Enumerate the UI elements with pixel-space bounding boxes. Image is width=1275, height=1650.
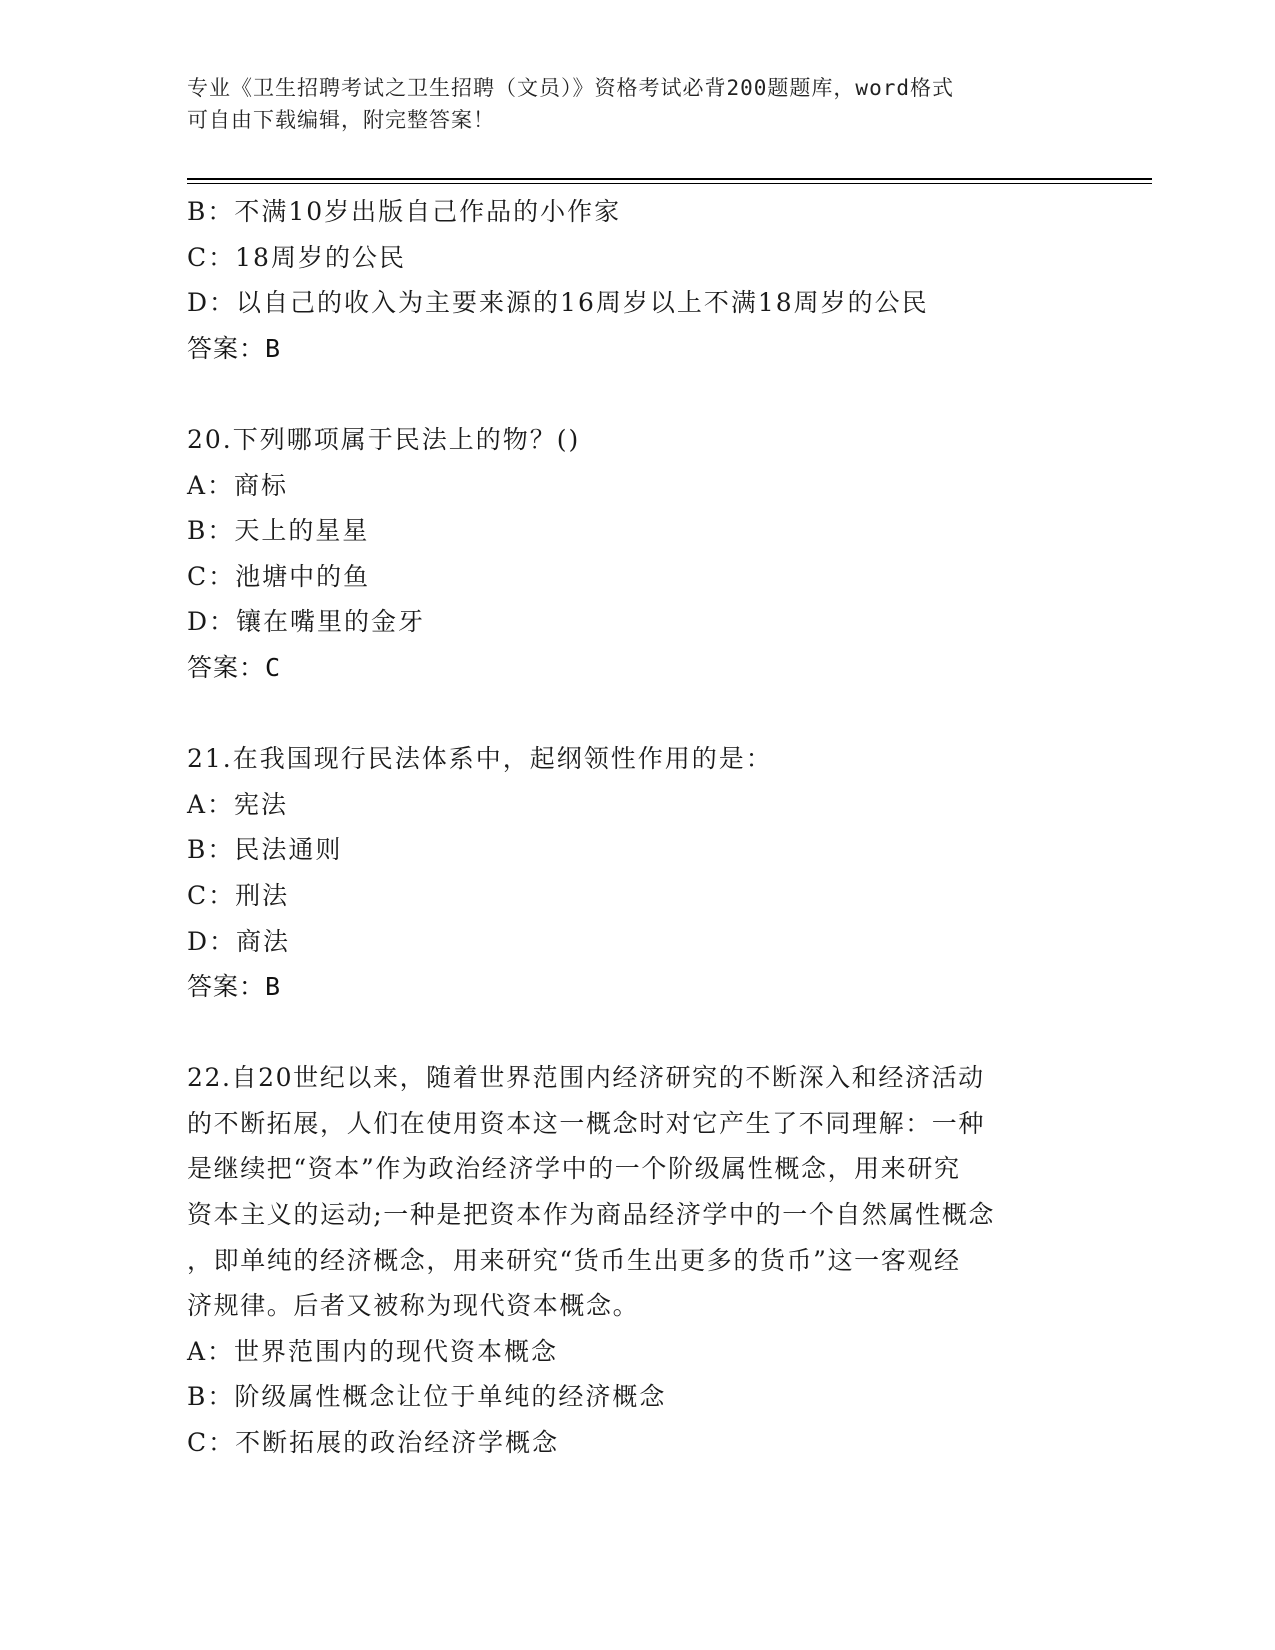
question-text: 21.在我国现行民法体系中，起纲领性作用的是： xyxy=(187,744,773,774)
option-b: B：不满10岁出版自己作品的小作家 xyxy=(187,197,622,226)
question-text: 20.下列哪项属于民法上的物？() xyxy=(187,424,581,454)
option-d: D：以自己的收入为主要来源的16周岁以上不满18周岁的公民 xyxy=(187,288,929,318)
question-list xyxy=(187,189,1087,1466)
spacer xyxy=(187,1010,1087,1056)
option-a: A：世界范围内的现代资本概念 xyxy=(187,1336,559,1366)
spacer xyxy=(187,371,1087,417)
option-c: C：池塘中的鱼 xyxy=(187,561,371,591)
question-19-tail xyxy=(187,189,1087,371)
option-b: B：阶级属性概念让位于单纯的经济概念 xyxy=(187,1382,667,1412)
option-a: A：商标 xyxy=(187,470,289,500)
document-header xyxy=(187,72,1067,136)
question-21 xyxy=(187,736,1087,1010)
question-text-line: 资本主义的运动;一种是把资本作为商品经济学中的一个自然属性概念 xyxy=(187,1200,996,1230)
answer-line: 答案：B xyxy=(187,972,282,1002)
question-text-line: 是继续把“资本”作为政治经济学中的一个阶级属性概念，用来研究 xyxy=(187,1154,961,1184)
question-22 xyxy=(187,1055,1087,1465)
header-divider-thin xyxy=(187,183,1152,184)
header-line-2: 可自由下载编辑，附完整答案！ xyxy=(187,108,495,132)
spacer xyxy=(187,691,1087,737)
header-line-1: 专业《卫生招聘考试之卫生招聘（文员）》资格考试必背200题题库，word格式 xyxy=(187,76,954,100)
option-b: B：天上的星星 xyxy=(187,516,370,546)
answer-line: 答案：C xyxy=(187,652,282,682)
question-text-line: ，即单纯的经济概念，用来研究“货币生出更多的货币”这一客观经 xyxy=(187,1245,961,1275)
question-text-line: 的不断拓展，人们在使用资本这一概念时对它产生了不同理解：一种 xyxy=(187,1108,986,1138)
question-text-line: 济规律。后者又被称为现代资本概念。 xyxy=(187,1291,640,1321)
question-20 xyxy=(187,417,1087,691)
option-c: C：刑法 xyxy=(187,880,290,910)
option-c: C：不断拓展的政治经济学概念 xyxy=(187,1428,560,1458)
option-a: A：宪法 xyxy=(187,789,289,819)
header-divider-thick xyxy=(187,178,1152,180)
answer-line: 答案：B xyxy=(187,333,282,363)
question-text-line: 22.自20世纪以来，随着世界范围内经济研究的不断深入和经济活动 xyxy=(187,1063,985,1093)
option-b: B：民法通则 xyxy=(187,835,343,865)
option-d: D：镶在嘴里的金牙 xyxy=(187,607,426,637)
option-c: C：18周岁的公民 xyxy=(187,242,406,272)
option-d: D：商法 xyxy=(187,926,291,956)
